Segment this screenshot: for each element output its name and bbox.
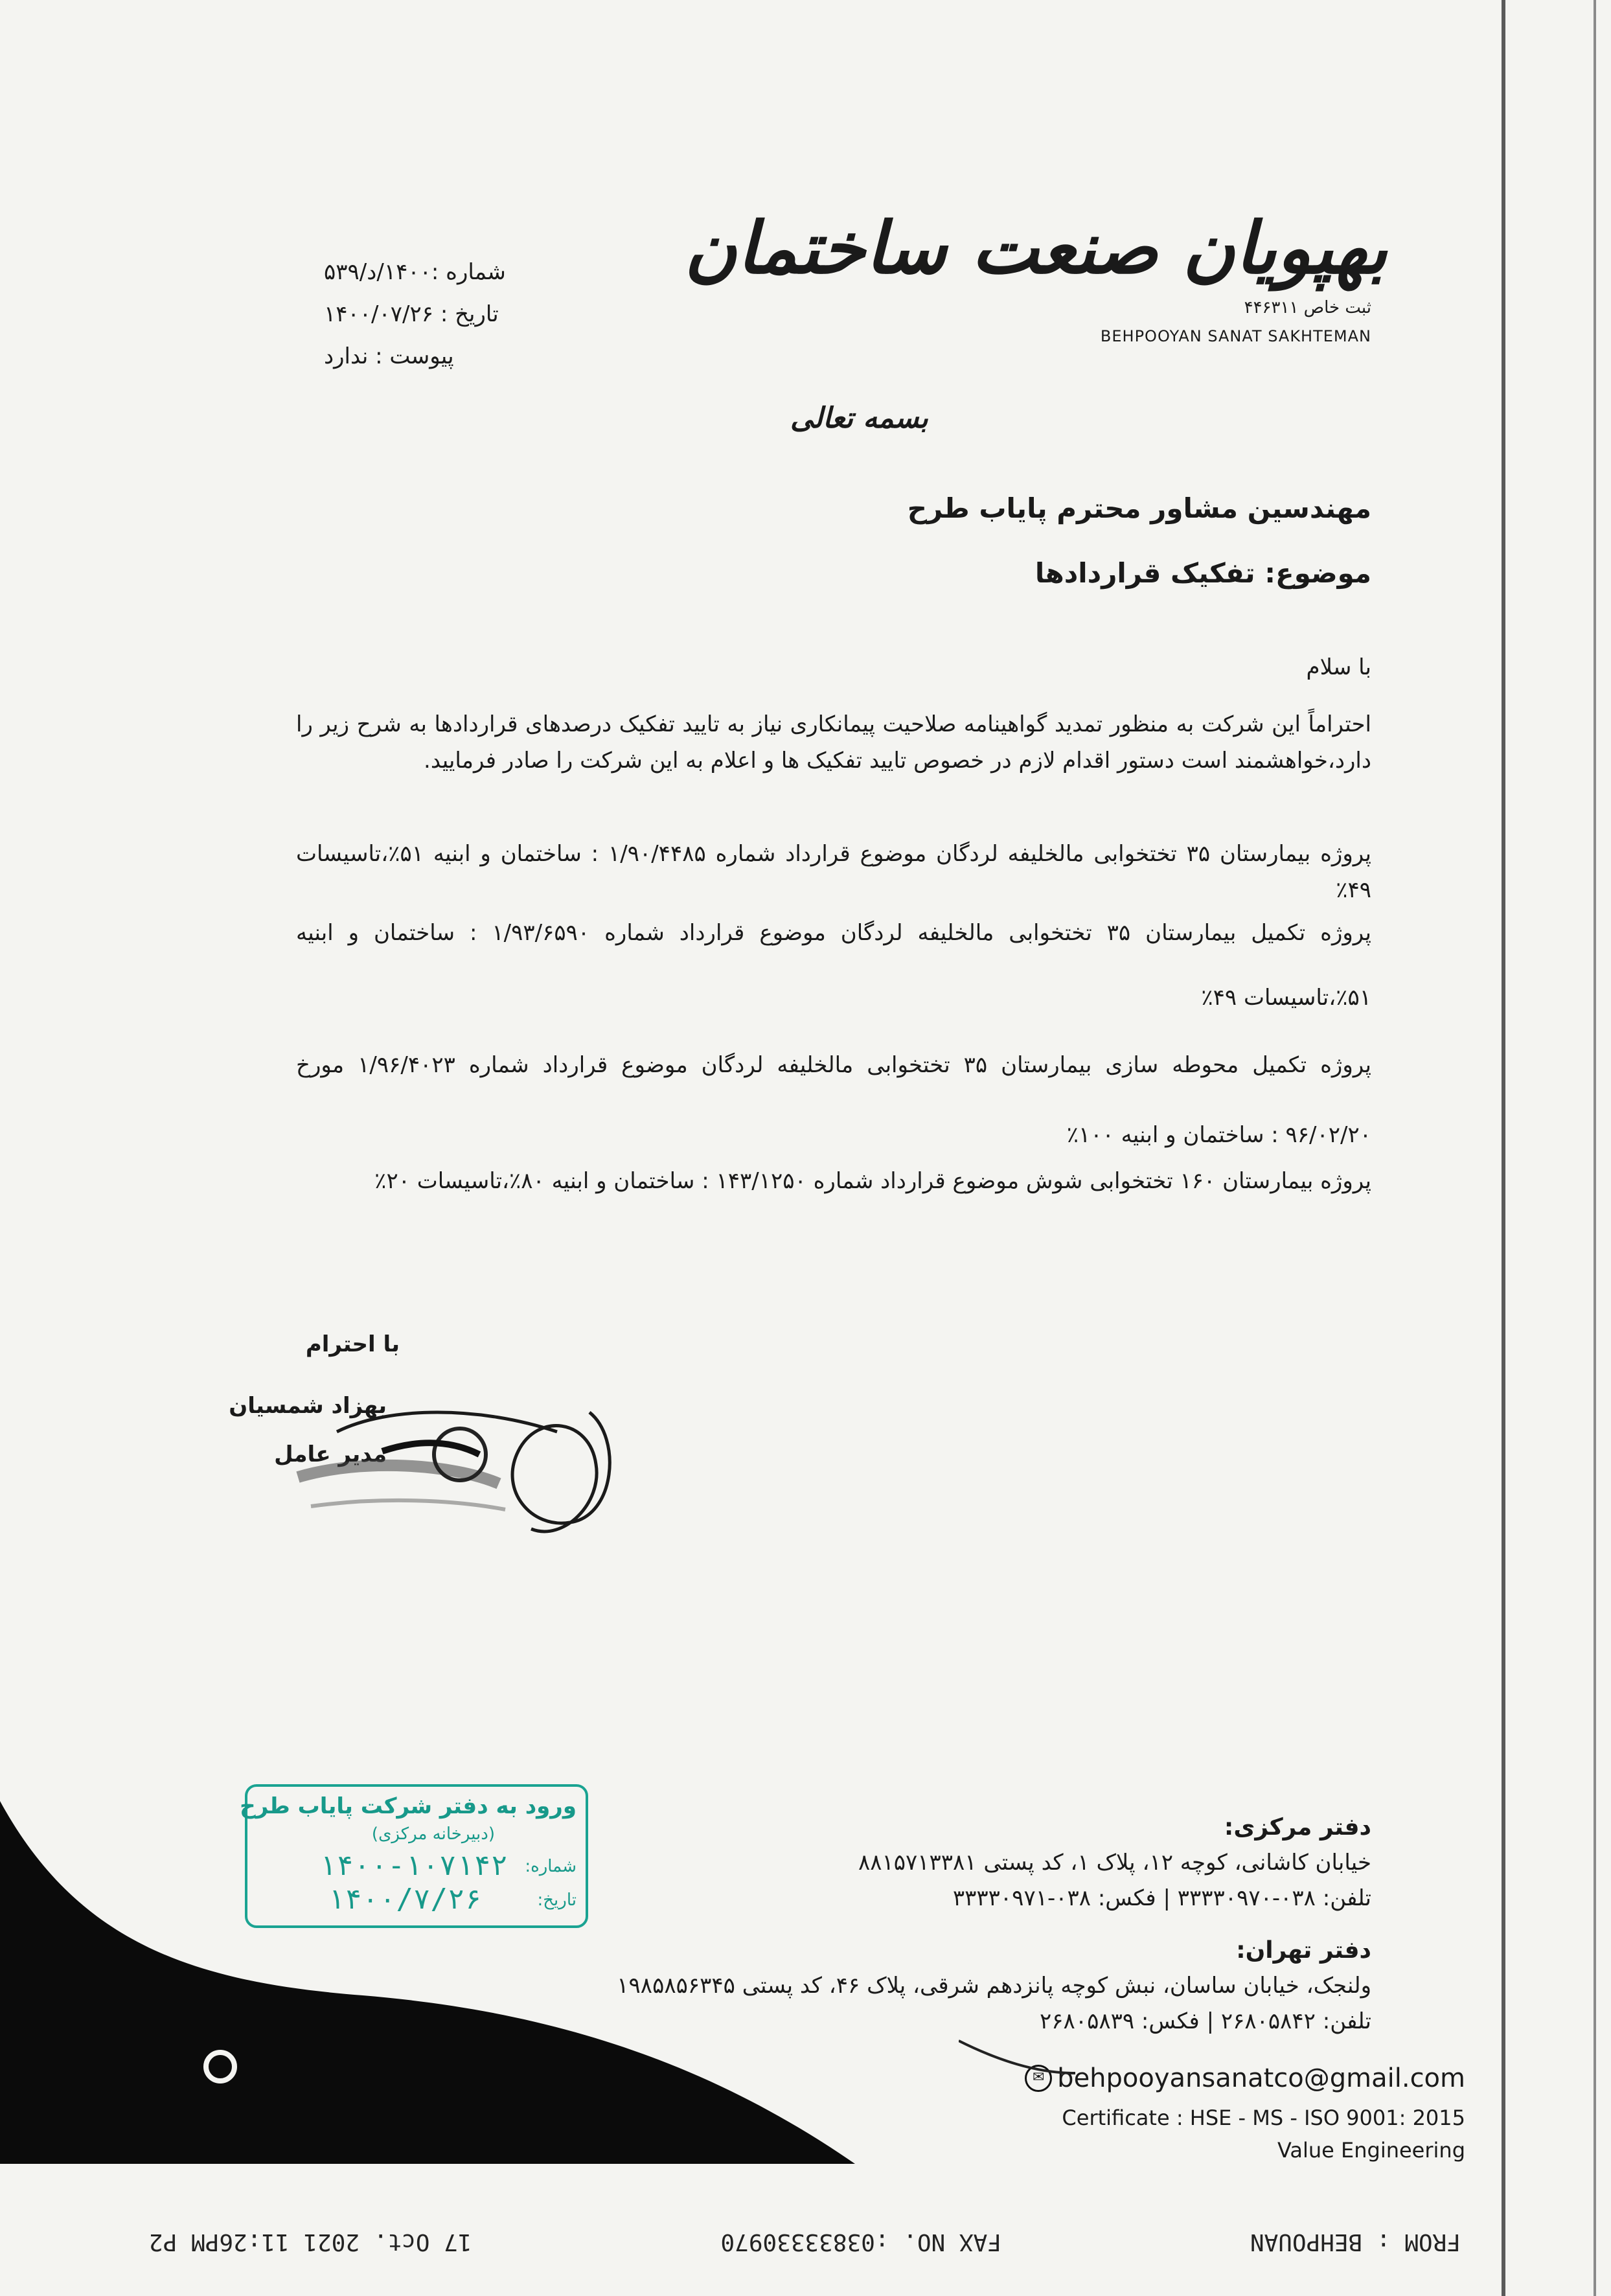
subject-line [1035,557,1371,589]
signature-and-seal [285,1393,648,1561]
subject-value: تفکیک قراردادها [1034,557,1255,589]
central-office-title: دفتر مرکزی: [1224,1814,1371,1841]
closing-regards: با احترام [305,1331,400,1357]
stamp-number-label: شماره: [525,1857,577,1876]
value-engineering-text: Value Engineering [1277,2138,1465,2163]
email-icon: ✉ [1025,2065,1052,2092]
company-registration: ثبت خاص ۴۴۶۳۱۱ [1244,298,1371,317]
stamp-number-value: ۱۴۰۰-۱۰۷۱۴۲ [319,1849,508,1882]
company-logo-fa: بهپویان صنعت ساختمان [684,206,1388,290]
stamp-date-value: ۱۴۰۰/۷/۲۶ [327,1883,482,1916]
fax-header-line [149,2229,1461,2255]
stamp-subtitle: (دبیرخانه مرکزی) [371,1824,495,1844]
addressee: مهندسین مشاور محترم پایاب طرح [907,492,1371,524]
tehran-office-address: ولنجک، خیابان ساسان، نبش کوچه پانزدهم شرقی، پلاک ۴۶، کد پستی ۱۹۸۵۸۵۶۳۴۵ [617,1973,1371,1999]
tehran-office-phone: تلفن: ۲۶۸۰۵۸۴۲ | فکس: ۲۶۸۰۵۸۳۹ [1040,2008,1371,2034]
certificate-text: Certificate : HSE - MS - ISO 9001: 2015 [1062,2106,1465,2130]
body-paragraph-5: پروژه بیمارستان ۱۶۰ تختخوابی شوش موضوع قرارداد شماره ۱۴۳/۱۲۵۰ : ساختمان و ابنیه ۸۰٪،تاسیسات ۲۰٪ [374,1168,1371,1194]
body-paragraph-2: پروژه بیمارستان ۳۵ تختخوابی مالخلیفه لردگان موضوع قرارداد شماره ۱/۹۰/۴۴۸۵ : ساختمان و ابنیه ۵۱٪،تاسیسات ۴۹٪ [296,841,1371,903]
subject-label: موضوع: [1264,557,1371,589]
signer-title: مدیر عامل [274,1441,387,1467]
fax-edge-line [1502,0,1505,2296]
fax-timestamp: 17 Oct. 2021 11:26PM P2 [149,2229,472,2255]
incoming-stamp [240,1784,588,1928]
fax-number: FAX NO. :03833330970 [720,2229,1001,2255]
greeting: با سلام [1306,654,1371,680]
letter-date: تاریخ : ۱۴۰۰/۰۷/۲۶ [324,301,499,327]
bismillah: بسمه تعالی [790,402,928,435]
fax-edge-line-2 [1594,0,1596,2296]
body-paragraph-1: احتراماً این شرکت به منظور تمدید گواهینامه صلاحیت پیمانکاری نیاز به تایید تفکیک درصدهای قراردادها به شرح زیر را دارد،خواهشمند است دستور اقدام لازم در خصوص تایید تفکیک ها و اعلام به این شرکت را صادر فرمایید. [296,711,1371,774]
email-underline [959,2034,1075,2080]
company-logo-en: BEHPOOYAN SANAT SAKHTEMAN [1100,327,1371,345]
letter-attachment: پیوست : ندارد [324,343,454,369]
fax-from: FROM : BEHPOUAN [1250,2229,1461,2255]
letter-number: شماره :۱۴۰۰/د/۵۳۹ [324,259,506,285]
signer-name: بهزاد شمسیان [229,1393,387,1419]
email-address: behpooyansanatco@gmail.com [1057,2063,1465,2093]
body-paragraph-4: پروژه تکمیل محوطه سازی بیمارستان ۳۵ تختخوابی مالخلیفه لردگان موضوع قرارداد شماره ۱/۹۶/۴۰۲۳ مورخ ۹۶/۰۲/۲۰ : ساختمان و ابنیه ۱۰۰٪ [296,1052,1371,1148]
stamp-date-label: تاریخ: [537,1890,577,1910]
tehran-office-title: دفتر تهران: [1236,1937,1371,1964]
body-paragraph-3: پروژه تکمیل بیمارستان ۳۵ تختخوابی مالخلیفه لردگان موضوع قرارداد شماره ۱/۹۳/۶۵۹۰ : ساختمان و ابنیه ۵۱٪،تاسیسات ۴۹٪ [296,920,1372,1011]
stamp-title: ورود به دفتر شرکت پایاب طرح [240,1793,577,1819]
email-line [1025,2063,1465,2093]
central-office-address: خیابان کاشانی، کوچه ۱۲، پلاک ۱، کد پستی ۸۸۱۵۷۱۳۳۸۱ [858,1850,1371,1876]
central-office-phone: تلفن: ۰۳۸-۳۳۳۳۰۹۷۰ | فکس: ۰۳۸-۳۳۳۳۰۹۷۱ [952,1885,1371,1911]
